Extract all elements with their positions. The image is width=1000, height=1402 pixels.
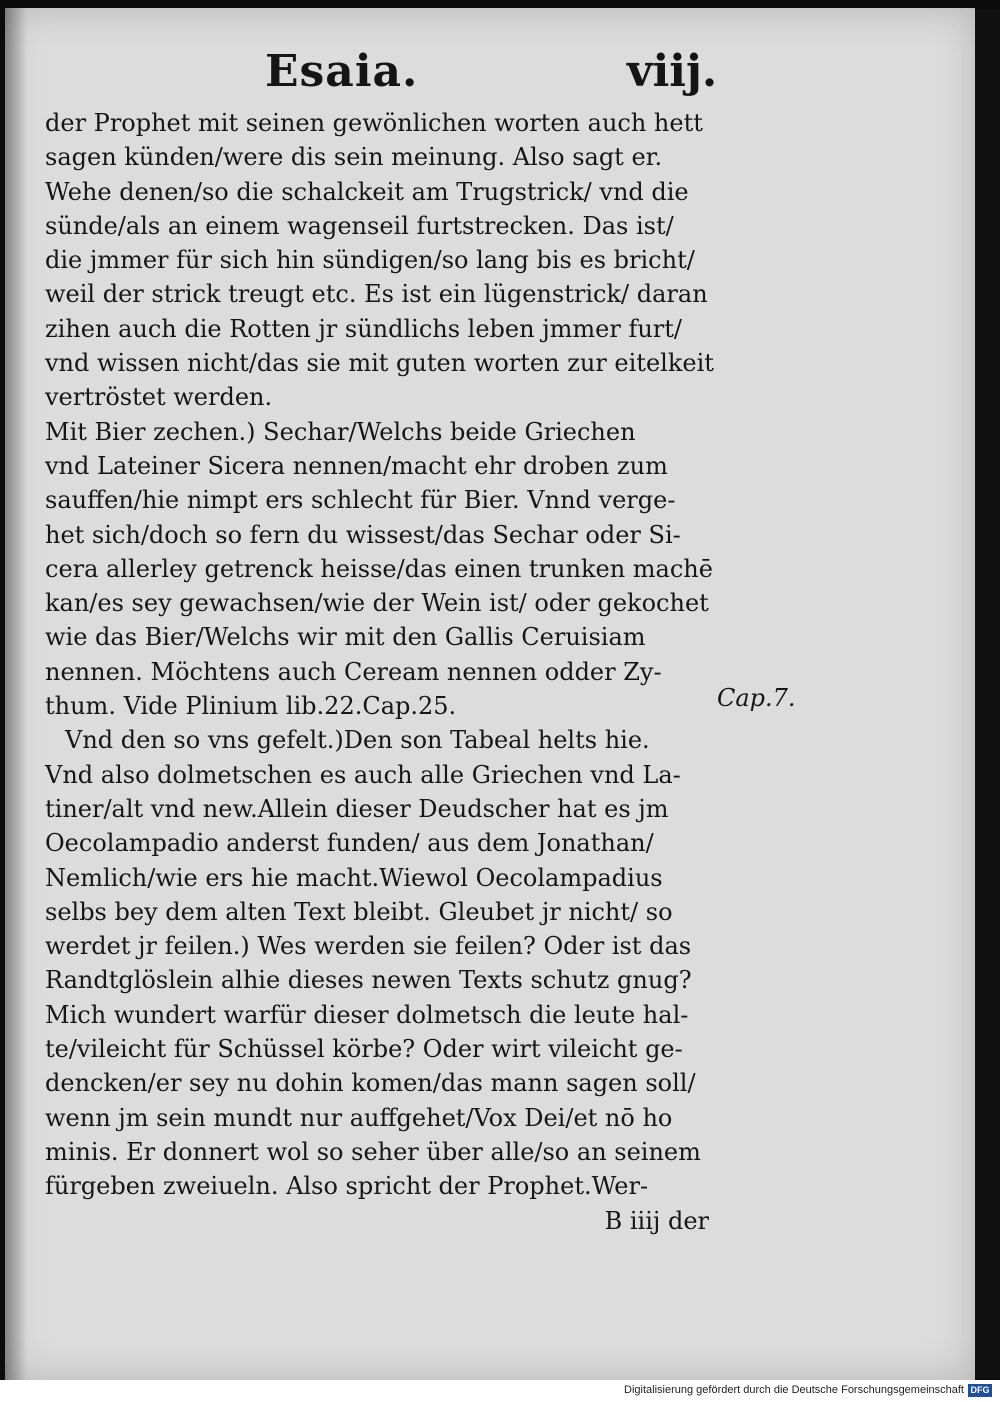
- text-line: werdet jr feilen.) Wes werden sie feilen? Oder ist das: [45, 932, 692, 961]
- text-line: cera allerley getrenck heisse/das einen trunken machē: [45, 554, 713, 583]
- dfg-logo: DFG: [968, 1384, 992, 1397]
- text-line: selbs bey dem alten Text bleibt. Gleubet jr nicht/ so: [45, 897, 673, 926]
- text-line: minis. Er donnert wol so seher über alle/so an seinem: [45, 1137, 701, 1166]
- text-line: Vnd also dolmetschen es auch alle Griechen vnd La-: [45, 760, 681, 789]
- text-line: thum. Vide Plinium lib.22.Cap.25.: [45, 692, 457, 721]
- footer-credit: Digitalisierung gefördert durch die Deutsche Forschungsgemeinschaft: [624, 1384, 964, 1396]
- scan-edge: [975, 10, 1000, 1378]
- text-line: sauffen/hie nimpt ers schlecht für Bier. Vnnd verge-: [45, 486, 676, 515]
- text-line: kan/es sey gewachsen/wie der Wein ist/ oder gekochet: [45, 589, 709, 618]
- text-line: weil der strick treugt etc. Es ist ein lügenstrick/ daran: [45, 280, 708, 309]
- text-line: sünde/als an einem wagenseil furtstrecken. Das ist/: [45, 211, 674, 240]
- text-line: wie das Bier/Welchs wir mit den Gallis Ceruisiam: [45, 623, 646, 652]
- text-line: Mich wundert warfür dieser dolmetsch die leute hal-: [45, 1000, 689, 1029]
- text-line: tiner/alt vnd new.Allein dieser Deudscher hat es jm: [45, 794, 669, 823]
- text-line: fürgeben zweiueln. Also spricht der Prophet.Wer-: [45, 1172, 649, 1201]
- text-line: Randtglöslein alhie dieses newen Texts schutz gnug?: [45, 966, 692, 995]
- text-line: zihen auch die Rotten jr sündlichs leben jmmer furt/: [45, 314, 682, 343]
- text-line: het sich/doch so fern du wissest/das Sechar oder Si-: [45, 520, 681, 549]
- running-head: Esaia.: [265, 46, 419, 97]
- text-line: Mit Bier zechen.) Sechar/Welchs beide Griechen: [45, 417, 636, 446]
- text-line: der Prophet mit seinen gewönlichen worten auch hett: [45, 109, 703, 137]
- text-line: sagen künden/were dis sein meinung. Also sagt er.: [45, 143, 663, 172]
- book-page: [5, 8, 975, 1380]
- text-line: Wehe denen/so die schalckeit am Trugstrick/ vnd die: [45, 177, 689, 206]
- catchword: B iiij der: [604, 1206, 709, 1235]
- text-line: te/vileicht für Schüssel körbe? Oder wirt vileicht ge-: [45, 1035, 683, 1064]
- text-line: dencken/er sey nu dohin komen/das mann sagen soll/: [45, 1069, 696, 1098]
- text-line: vnd wissen nicht/das sie mit guten worten zur eitelkeit: [45, 349, 714, 378]
- margin-note: Cap.7.: [717, 684, 796, 712]
- folio-number: viij.: [627, 46, 718, 97]
- text-line: wenn jm sein mundt nur auffgehet/Vox Dei/et nō ho: [45, 1103, 673, 1132]
- text-line: Vnd den so vns gefelt.)Den son Tabeal helts hie.: [65, 726, 650, 755]
- text-line: Nemlich/wie ers hie macht.Wiewol Oecolampadius: [45, 863, 663, 892]
- text-line: Oecolampadio anderst funden/ aus dem Jonathan/: [45, 829, 654, 858]
- text-line: vnd Lateiner Sicera nennen/macht ehr droben zum: [45, 451, 668, 480]
- text-line: nennen. Möchtens auch Ceream nennen odder Zy-: [45, 657, 662, 686]
- text-line: vertröstet werden.: [45, 383, 273, 412]
- text-block: [45, 106, 713, 1238]
- text-line: die jmmer für sich hin sündigen/so lang bis es bricht/: [45, 246, 695, 275]
